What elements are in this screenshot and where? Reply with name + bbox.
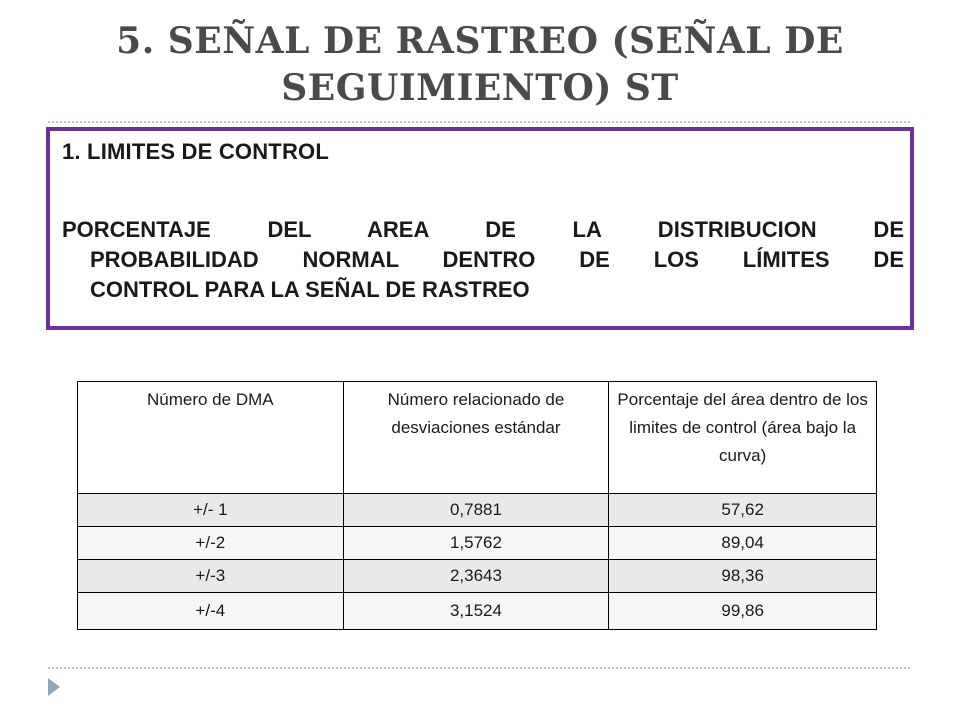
header-numero-dma: Número de DMA [78, 382, 344, 494]
box-paragraph-line-3: CONTROL PARA LA SEÑAL DE RASTREO [90, 277, 530, 302]
cell-dma: +/-2 [78, 527, 344, 560]
cell-dma: +/-4 [78, 593, 344, 630]
slide-title [40, 18, 920, 112]
slide-title-line-1: 5. SEÑAL DE RASTREO (SEÑAL DE [116, 20, 844, 62]
cell-porcentaje: 99,86 [609, 593, 877, 630]
cell-desviaciones: 2,3643 [343, 560, 609, 593]
slide-title-line-2: SEGUIMIENTO) ST [281, 67, 679, 109]
cell-porcentaje: 89,04 [609, 527, 877, 560]
top-divider [48, 121, 910, 123]
play-arrow-icon [48, 678, 60, 696]
cell-porcentaje: 57,62 [609, 494, 877, 527]
table-header-row [78, 382, 877, 494]
table-row [78, 527, 877, 560]
control-limits-box [46, 127, 914, 330]
cell-desviaciones: 1,5762 [343, 527, 609, 560]
box-paragraph [62, 215, 904, 305]
cell-dma: +/- 1 [78, 494, 344, 527]
table-row [78, 560, 877, 593]
box-paragraph-line-2: PROBABILIDAD NORMAL DENTRO DE LOS LÍMITES DE [90, 247, 904, 272]
cell-dma: +/-3 [78, 560, 344, 593]
box-paragraph-line-1: PORCENTAJE DEL AREA DE LA DISTRIBUCION DE [62, 217, 904, 242]
cell-desviaciones: 0,7881 [343, 494, 609, 527]
cell-porcentaje: 98,36 [609, 560, 877, 593]
table-row [78, 593, 877, 630]
header-porcentaje-area: Porcentaje del área dentro de los limites de control (área bajo la curva) [609, 382, 877, 494]
dma-table [77, 381, 877, 630]
box-heading: 1. LIMITES DE CONTROL [62, 139, 329, 164]
header-desviaciones: Número relacionado de desviaciones estándar [343, 382, 609, 494]
cell-desviaciones: 3,1524 [343, 593, 609, 630]
table-row [78, 494, 877, 527]
bottom-divider [48, 667, 910, 669]
